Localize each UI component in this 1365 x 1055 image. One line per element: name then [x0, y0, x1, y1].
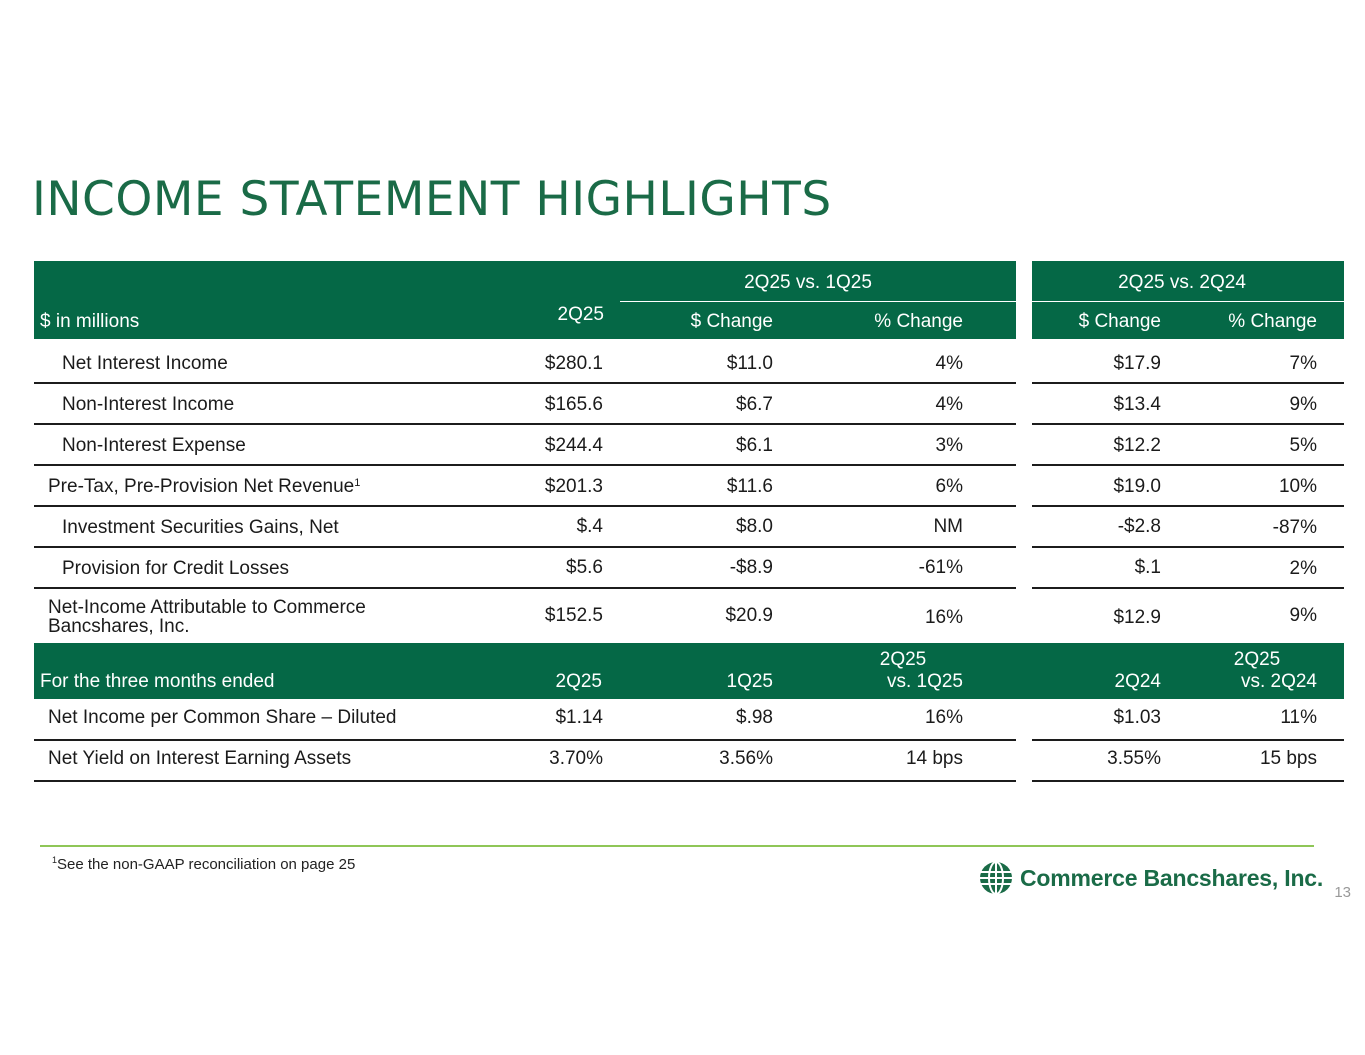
value-a-dollar: $6.7 [736, 394, 773, 415]
group-b-header: 2Q25 vs. 2Q24 [1118, 272, 1246, 293]
value-b-dollar: $17.9 [1113, 353, 1161, 374]
footer-rule [40, 845, 1314, 847]
row-divider [34, 739, 1016, 741]
col-2q25-header: 2Q25 [555, 671, 602, 692]
col-2q25-vs-1q25-header [820, 649, 963, 693]
col-2q25-header: 2Q25 [557, 304, 604, 325]
col-2q24-header: 2Q24 [1114, 671, 1161, 692]
globe-icon [978, 860, 1014, 896]
row-label: Non-Interest Income [62, 394, 235, 415]
value-a-pct: 4% [935, 394, 963, 415]
value-a-pct: 3% [935, 435, 963, 456]
value-b-pct: 7% [1289, 353, 1317, 374]
group-b-dollar-change-header: $ Change [1078, 311, 1161, 332]
value-b-dollar: $13.4 [1113, 394, 1161, 415]
row-label-text: Pre-Tax, Pre-Provision Net Revenue [48, 476, 355, 497]
value-b-pct: 5% [1289, 435, 1317, 456]
value-b-dollar: $19.0 [1113, 476, 1161, 497]
company-logo [978, 858, 1323, 898]
row-divider [34, 546, 1016, 548]
row-label: Net Interest Income [62, 353, 228, 374]
value-b-pct: 10% [1278, 476, 1317, 497]
value-2q25-vs-1q25: 14 bps [905, 748, 963, 769]
row-divider [34, 505, 1016, 507]
group-a-header: 2Q25 vs. 1Q25 [744, 272, 872, 293]
value-2q24: $1.03 [1113, 707, 1161, 728]
row-label: Investment Securities Gains, Net [62, 517, 339, 538]
value-2q25-vs-2q24: 11% [1280, 707, 1317, 728]
header-line2: vs. 1Q25 [886, 671, 963, 692]
row-label: Provision for Credit Losses [62, 558, 290, 579]
group-a-pct-change-header: % Change [874, 311, 963, 332]
value-2q25: $244.4 [544, 435, 603, 456]
value-a-dollar: -$8.9 [729, 557, 773, 578]
row-divider [1032, 739, 1344, 741]
header-line1: 2Q25 [879, 649, 927, 670]
value-b-pct: -87% [1272, 517, 1317, 538]
footnote-text: See the non-GAAP reconciliation on page 25 [57, 856, 356, 873]
value-1q25: 3.56% [719, 748, 773, 769]
header-line1: 2Q25 [1233, 649, 1281, 670]
value-2q25: $152.5 [544, 605, 603, 626]
value-2q25: 3.70% [549, 748, 603, 769]
value-b-dollar: $.1 [1134, 557, 1161, 578]
footnote-number: 1 [52, 855, 58, 865]
page-number: 13 [1334, 884, 1351, 901]
value-2q25: $1.14 [555, 707, 603, 728]
row-divider [1032, 546, 1344, 548]
row-divider [1032, 382, 1344, 384]
value-2q25-vs-1q25: 16% [924, 707, 963, 728]
value-2q25-vs-2q24: 15 bps [1259, 748, 1317, 769]
value-1q25: $.98 [736, 707, 773, 728]
value-a-pct: 16% [924, 607, 963, 628]
row-label: Non-Interest Expense [62, 435, 246, 456]
col-1q25-header: 1Q25 [726, 671, 773, 692]
value-a-dollar: $11.6 [726, 476, 773, 497]
value-2q25: $5.6 [566, 557, 603, 578]
value-2q25: $280.1 [544, 353, 603, 374]
row-divider [34, 382, 1016, 384]
row-divider [34, 423, 1016, 425]
value-a-dollar: $8.0 [736, 516, 773, 537]
row-label-line2: Bancshares, Inc. [48, 616, 190, 637]
value-2q25: $165.6 [544, 394, 603, 415]
row-divider [34, 464, 1016, 466]
row-divider [34, 780, 1016, 782]
value-a-pct: 6% [935, 476, 963, 497]
units-label: $ in millions [40, 311, 140, 332]
row-divider [1032, 780, 1344, 782]
group-b-underline [1032, 301, 1344, 302]
value-b-pct: 9% [1289, 605, 1317, 626]
value-a-dollar: $6.1 [736, 435, 773, 456]
value-a-pct: -61% [918, 557, 963, 578]
value-2q25: $201.3 [544, 476, 603, 497]
row-divider [34, 587, 1016, 589]
row-divider [1032, 505, 1344, 507]
logo-wordmark: Commerce Bancshares, Inc. [1020, 864, 1324, 891]
value-b-dollar: $12.9 [1113, 607, 1161, 628]
header-line2: vs. 2Q24 [1240, 671, 1317, 692]
value-a-pct: 4% [935, 353, 963, 374]
value-b-dollar: $12.2 [1113, 435, 1161, 456]
value-2q24: 3.55% [1107, 748, 1161, 769]
row-label-line1: Net-Income Attributable to Commerce [48, 597, 366, 618]
value-b-dollar: -$2.8 [1117, 516, 1161, 537]
row-label [48, 598, 366, 636]
value-2q25: $.4 [576, 516, 603, 537]
footnote-marker: 1 [354, 477, 361, 489]
row-divider [1032, 587, 1344, 589]
page-title: INCOME STATEMENT HIGHLIGHTS [32, 172, 832, 227]
row-label: Net Income per Common Share – Diluted [48, 707, 397, 728]
value-b-pct: 9% [1289, 394, 1317, 415]
period-label: For the three months ended [40, 671, 275, 692]
value-a-dollar: $20.9 [725, 605, 773, 626]
group-a-dollar-change-header: $ Change [690, 311, 773, 332]
value-a-dollar: $11.0 [726, 353, 773, 374]
col-2q25-vs-2q24-header [1180, 649, 1317, 693]
value-a-pct: NM [933, 516, 963, 537]
row-label [48, 476, 360, 498]
row-divider [1032, 464, 1344, 466]
row-label: Net Yield on Interest Earning Assets [48, 748, 352, 769]
footnote [52, 855, 355, 873]
value-b-pct: 2% [1289, 558, 1317, 579]
group-b-pct-change-header: % Change [1228, 311, 1317, 332]
group-a-underline [620, 301, 1016, 302]
row-divider [1032, 423, 1344, 425]
